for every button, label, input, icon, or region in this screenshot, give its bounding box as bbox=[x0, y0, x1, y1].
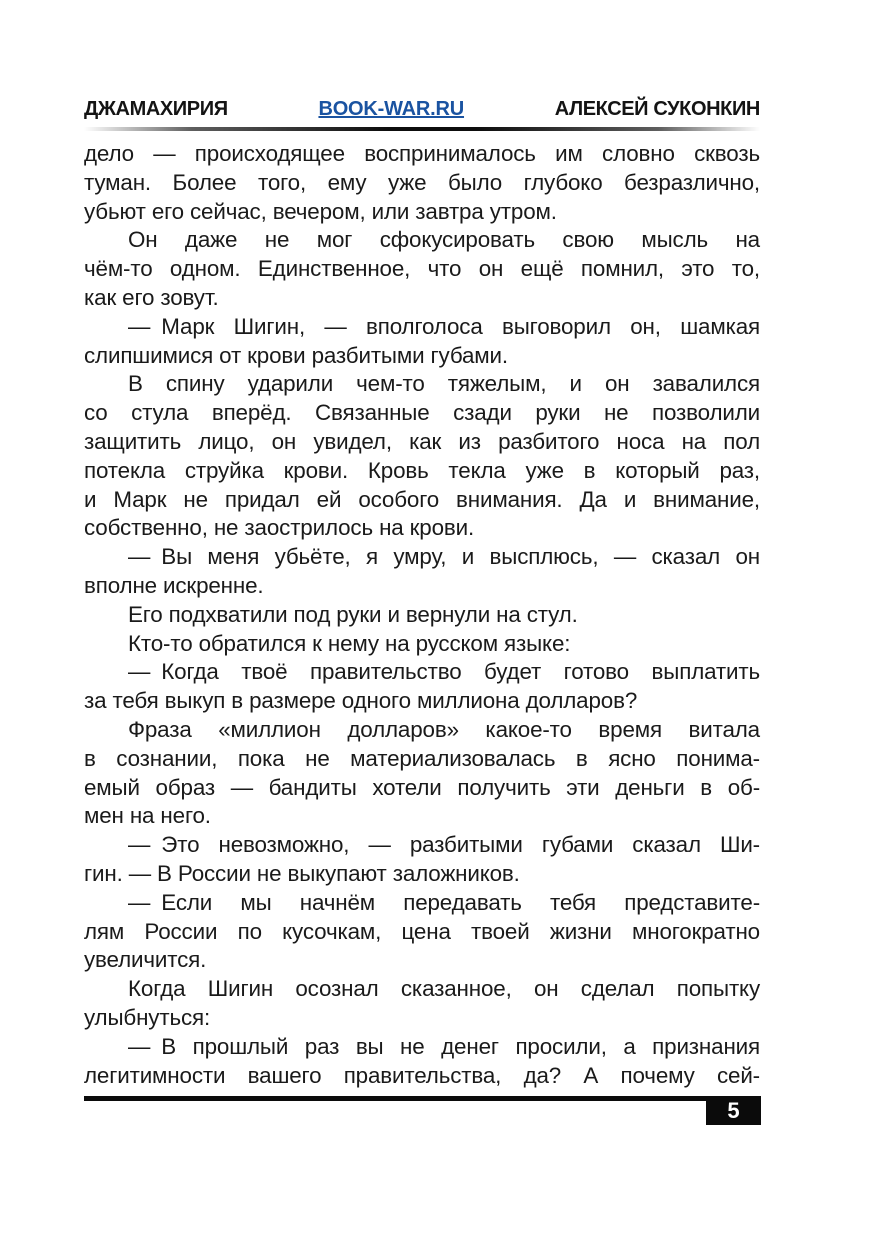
text-line: В спину ударили чем-то тяжелым, и он завалился bbox=[128, 371, 760, 397]
text-line: Его подхватили под руки и вернули на стул. bbox=[128, 601, 578, 627]
text-line: — Вы меня убьёте, я умру, и высплюсь, — сказал он bbox=[128, 544, 760, 570]
text-line: в сознании, пока не материализовалась в ясно понима- bbox=[84, 745, 760, 771]
text-line: убьют его сейчас, вечером, или завтра утром. bbox=[84, 198, 557, 224]
text-line: гин. — В России не выкупают заложников. bbox=[84, 860, 520, 886]
paragraph bbox=[84, 370, 760, 543]
paragraph bbox=[84, 226, 760, 312]
page-number-badge bbox=[706, 1096, 761, 1125]
paragraph bbox=[84, 889, 760, 975]
text-line: Когда Шигин осознал сказанное, он сделал попытку bbox=[128, 976, 760, 1002]
text-line: — Это невозможно, — разбитыми губами сказал Ши- bbox=[128, 832, 760, 858]
text-line: и Марк не придал ей особого внимания. Да и внимание, bbox=[84, 486, 760, 512]
author-name: АЛЕКСЕЙ СУКОНКИН bbox=[554, 98, 760, 120]
text-line: за тебя выкуп в размере одного миллиона долларов? bbox=[84, 688, 638, 714]
header-divider bbox=[84, 127, 760, 131]
text-line: защитить лицо, он увидел, как из разбитого носа на пол bbox=[84, 428, 760, 454]
text-line: Он даже не мог сфокусировать свою мысль на bbox=[128, 227, 760, 253]
text-line: дело — происходящее воспринималось им словно сквозь bbox=[84, 141, 760, 166]
paragraph bbox=[84, 831, 760, 889]
text-line: увеличится. bbox=[84, 947, 207, 973]
body-text bbox=[84, 140, 760, 1090]
text-line: Кто-то обратился к нему на русском языке: bbox=[128, 630, 571, 656]
paragraph bbox=[84, 630, 760, 659]
text-line: — Когда твоё правительство будет готово выплатить bbox=[128, 659, 760, 685]
paragraph bbox=[84, 716, 760, 831]
text-line: собственно, не заострилось на крови. bbox=[84, 515, 475, 541]
paragraph bbox=[84, 140, 760, 226]
paragraph bbox=[84, 601, 760, 630]
paragraph bbox=[84, 313, 760, 371]
paragraph bbox=[84, 658, 760, 716]
page-number: 5 bbox=[727, 1097, 740, 1123]
text-line: емый образ — бандиты хотели получить эти деньги в об- bbox=[84, 774, 760, 800]
text-line: слипшимися от крови разбитыми губами. bbox=[84, 342, 508, 368]
text-line: лям России по кусочкам, цена твоей жизни многократно bbox=[84, 918, 760, 944]
paragraph bbox=[84, 975, 760, 1033]
text-line: — В прошлый раз вы не денег просили, а признания bbox=[128, 1033, 760, 1059]
text-line: улыбнуться: bbox=[84, 1004, 211, 1030]
paragraph bbox=[84, 1033, 760, 1091]
text-line: — Марк Шигин, — вполголоса выговорил он, шамкая bbox=[128, 313, 760, 339]
text-line: со стула вперёд. Связанные сзади руки не позволили bbox=[84, 400, 760, 426]
text-line: как его зовут. bbox=[84, 284, 219, 310]
page-header bbox=[84, 98, 760, 121]
text-line: чём-то одном. Единственное, что он ещё помнил, это то, bbox=[84, 256, 760, 282]
text-line: мен на него. bbox=[84, 803, 211, 829]
text-line: вполне искренне. bbox=[84, 572, 264, 598]
paragraph bbox=[84, 543, 760, 601]
text-line: легитимности вашего правительства, да? А почему сей- bbox=[84, 1062, 760, 1088]
text-line: Фраза «миллион долларов» какое-то время витала bbox=[128, 716, 760, 742]
text-line: потекла струйка крови. Кровь текла уже в который раз, bbox=[84, 457, 760, 483]
text-line: туман. Более того, ему уже было глубоко безразлично, bbox=[84, 169, 760, 195]
footer-divider bbox=[84, 1096, 706, 1101]
text-line: — Если мы начнём передавать тебя представите- bbox=[128, 889, 760, 915]
site-link[interactable]: BOOK-WAR.RU bbox=[318, 98, 465, 120]
book-title: ДЖАМАХИРИЯ bbox=[84, 98, 228, 120]
